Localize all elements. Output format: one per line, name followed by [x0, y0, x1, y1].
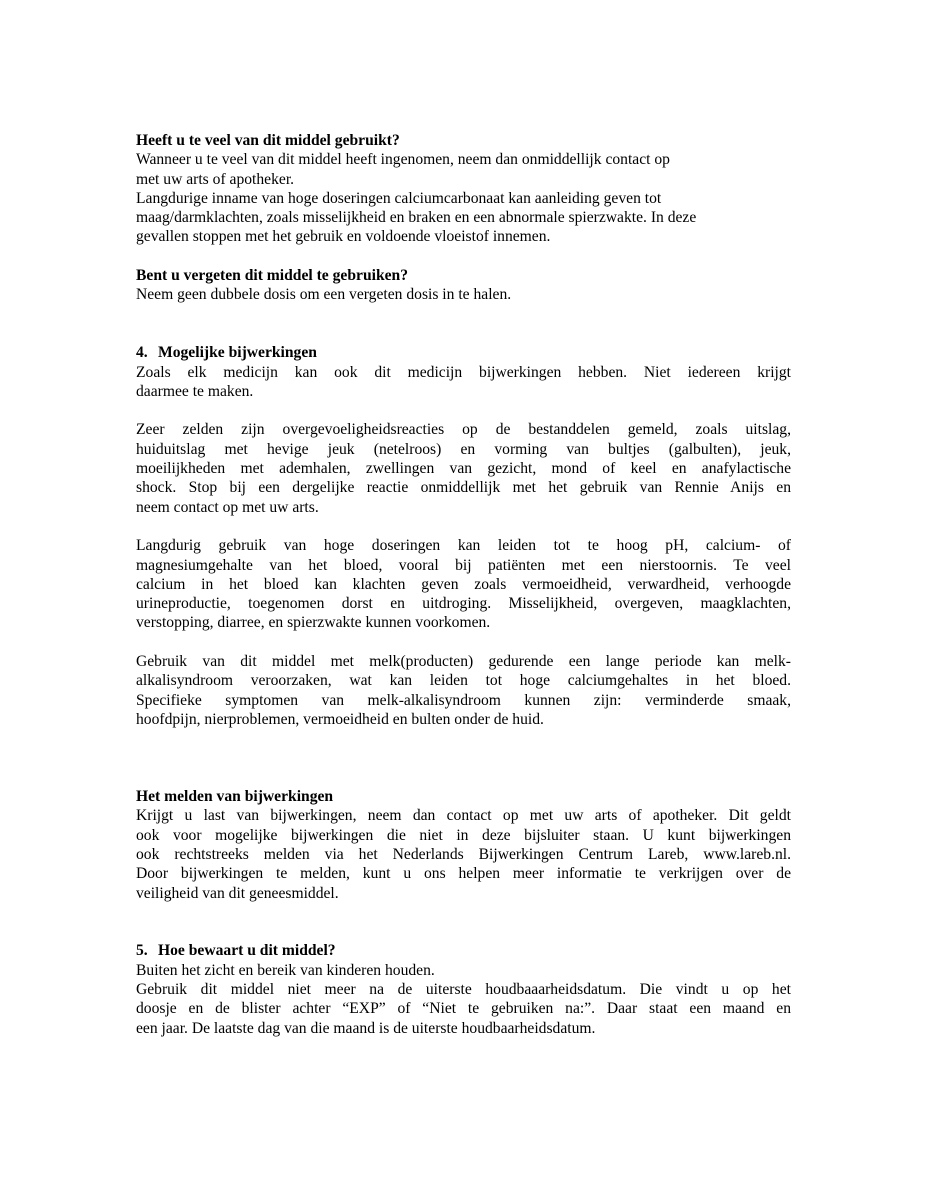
text-line: moeilijkheden met ademhalen, zwellingen van gezicht, mond of keel en anafylactische: [136, 460, 791, 478]
text-line: veiligheid van dit geneesmiddel.: [136, 884, 339, 902]
text-line: Langdurig gebruik van hoge doseringen kan leiden tot te hoog pH, calcium- of: [136, 537, 791, 555]
text-line: Gebruik dit middel niet meer na de uiterste houdbaaarheidsdatum. Die vindt u op het: [136, 981, 791, 999]
side-effects-intro: [136, 363, 791, 402]
text-line: Gebruik van dit middel met melk(producten) gedurende een lange periode kan melk-: [136, 653, 791, 671]
text-line: gevallen stoppen met het gebruik en voldoende vloeistof innemen.: [136, 228, 551, 246]
text-line: huiduitslag met hevige jeuk (netelroos) en vorming van bultjes (galbulten), jeuk,: [136, 440, 791, 458]
side-effects-long-term: [136, 536, 791, 632]
text-line: maag/darmklachten, zoals misselijkheid en braken en een abnormale spierzwakte. In deze: [136, 209, 697, 227]
text-line: met uw arts of apotheker.: [136, 170, 295, 188]
text-line: Specifieke symptomen van melk-alkalisyndroom kunnen zijn: verminderde smaak,: [136, 691, 791, 709]
text-line: Door bijwerkingen te melden, kunt u ons helpen meer informatie te verkrijgen over de: [136, 865, 791, 883]
text-line: Neem geen dubbele dosis om een vergeten dosis in te halen.: [136, 286, 512, 304]
text-line: Wanneer u te veel van dit middel heeft ingenomen, neem dan onmiddellijk contact op: [136, 151, 670, 169]
text-line: hoofdpijn, nierproblemen, vermoeidheid en bulten onder de huid.: [136, 710, 544, 728]
text-line: doosje en de blister achter “EXP” of “Niet te gebruiken na:”. Daar staat een maand en: [136, 1000, 791, 1018]
text-line: Krijgt u last van bijwerkingen, neem dan contact op met uw arts of apotheker. Dit geldt: [136, 807, 791, 825]
section-number: 5.: [136, 942, 148, 960]
text-line: magnesiumgehalte van het bloed, vooral bij patiënten met een nierstoornis. Te veel: [136, 556, 791, 574]
section-5-heading: [136, 941, 791, 960]
overdose-heading: Heeft u te veel van dit middel gebruikt?: [136, 132, 400, 149]
section-number: 4.: [136, 344, 148, 362]
text-line: daarmee te maken.: [136, 382, 254, 400]
text-line: Zeer zelden zijn overgevoeligheidsreacties op de bestanddelen gemeld, zoals uitslag,: [136, 421, 791, 439]
text-line: verstopping, diarree, en spierzwakte kunnen voorkomen.: [136, 614, 491, 632]
text-line: alkalisyndroom veroorzaken, wat kan leiden tot hoge calciumgehaltes in het bloed.: [136, 672, 791, 690]
text-line: Zoals elk medicijn kan ook dit medicijn bijwerkingen hebben. Niet iedereen krijgt: [136, 363, 791, 381]
document-page: [136, 131, 791, 1038]
text-line: calcium in het bloed kan klachten geven zoals vermoeidheid, verwardheid, verhoogde: [136, 575, 791, 593]
forgotten-dose-heading: Bent u vergeten dit middel te gebruiken?: [136, 267, 409, 285]
text-line: neem contact op met uw arts.: [136, 498, 319, 516]
text-line: een jaar. De laatste dag van die maand is de uiterste houdbaarheidsdatum.: [136, 1019, 596, 1037]
section-title: Mogelijke bijwerkingen: [158, 344, 317, 362]
text-line: Buiten het zicht en bereik van kinderen houden.: [136, 961, 435, 979]
text-line: urineproductie, toegenomen dorst en uitdroging. Misselijkheid, overgeven, maagklachten,: [136, 595, 791, 613]
section-title: Hoe bewaart u dit middel?: [158, 942, 336, 960]
side-effects-allergy: [136, 420, 791, 516]
forgotten-dose-text: [136, 285, 791, 304]
reporting-text: [136, 806, 791, 902]
section-4-heading: [136, 343, 791, 362]
overdose-text: [136, 150, 791, 246]
side-effects-milk-alkali: [136, 652, 791, 729]
reporting-heading: Het melden van bijwerkingen: [136, 788, 334, 806]
storage-text: [136, 961, 791, 1038]
text-line: ook voor mogelijke bijwerkingen die niet in deze bijsluiter staan. U kunt bijwerkingen: [136, 826, 791, 844]
text-line: ook rechtstreeks melden via het Nederlands Bijwerkingen Centrum Lareb, www.lareb.nl.: [136, 845, 791, 863]
text-line: shock. Stop bij een dergelijke reactie onmiddellijk met het gebruik van Rennie Anijs en: [136, 479, 791, 497]
text-line: Langdurige inname van hoge doseringen calciumcarbonaat kan aanleiding geven tot: [136, 189, 662, 207]
